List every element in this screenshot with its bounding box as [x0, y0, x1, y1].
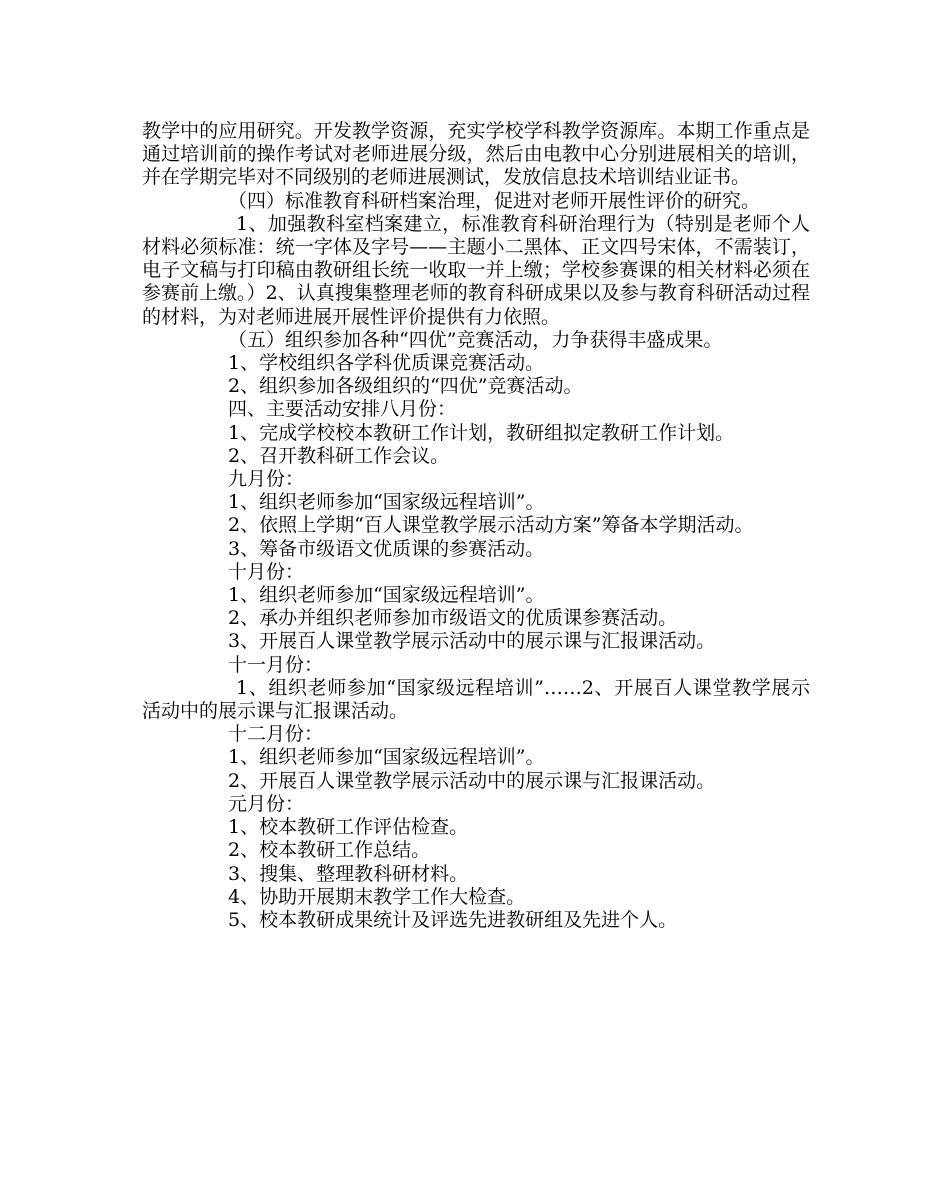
list-item: 1、学校组织各学科优质课竞赛活动。 [228, 352, 545, 375]
list-item: 1、组织老师参加“国家级远程培训”。 [228, 746, 545, 769]
list-item: 2、组织参加各级组织的“四优”竞赛活动。 [228, 375, 583, 398]
section-heading-4: （四）标准教育科研档案治理，促进对老师开展性评价的研究。 [228, 189, 761, 212]
paragraph-continuation: 教学中的应用研究。开发教学资源，充实学校学科教学资源库。本期工作重点是通过培训前的操作考试对老师进展分级，然后由电教中心分别进展相关的培训，并在学期完毕对不同级别的老师进展测试，发放信息技术培训结业证书。 [142, 120, 810, 189]
list-item: 1、组织老师参加“国家级远程培训”……2、开展百人课堂教学展示活动中的展示课与汇报课活动。 [142, 676, 810, 723]
list-item: 1、完成学校校本教研工作计划，教研组拟定教研工作计划。 [228, 421, 735, 444]
list-item: 3、搜集、整理教科研材料。 [228, 862, 469, 885]
month-heading: 元月份： [228, 792, 305, 815]
section-heading-5: （五）组织参加各种“四优”竞赛活动，力争获得丰盛成果。 [228, 328, 723, 351]
month-heading: 十一月份： [228, 653, 324, 676]
list-item: 3、开展百人课堂教学展示活动中的展示课与汇报课活动。 [228, 630, 716, 653]
list-item: 2、开展百人课堂教学展示活动中的展示课与汇报课活动。 [228, 769, 716, 792]
list-item: 2、校本教研工作总结。 [228, 839, 431, 862]
list-item: 4、协助开展期末教学工作大检查。 [228, 885, 526, 908]
list-item: 1、校本教研工作评估检查。 [228, 816, 469, 839]
list-item: 2、召开教科研工作会议。 [228, 444, 450, 467]
section-heading-schedule: 四、主要活动安排八月份： [228, 398, 457, 421]
list-item: 5、校本教研成果统计及评选先进教研组及先进个人。 [228, 908, 678, 931]
list-item: 1、组织老师参加“国家级远程培训”。 [228, 584, 545, 607]
paragraph-archive-items: 1、加强教科室档案建立，标准教育科研治理行为（特别是老师个人材料必须标准：统一字体及字号——主题小二黑体、正文四号宋体，不需装订，电子文稿与打印稿由教研组长统一收取一并上缴；学校参赛课的相关材料必须在参赛前上缴。）2、认真搜集整理老师的教育科研成果以及参与教育科研活动过程的材料，为对老师进展开展性评价提供有力依照。 [142, 212, 810, 328]
list-item: 2、承办并组织老师参加市级语文的优质课参赛活动。 [228, 607, 678, 630]
list-item: 1、组织老师参加“国家级远程培训”。 [228, 491, 545, 514]
list-item: 2、依照上学期“百人课堂教学展示活动方案”筹备本学期活动。 [228, 514, 754, 537]
month-heading: 九月份： [228, 468, 305, 491]
document-body [142, 120, 810, 932]
month-heading: 十月份： [228, 560, 305, 583]
month-heading: 十二月份： [228, 723, 324, 746]
list-item: 3、筹备市级语文优质课的参赛活动。 [228, 537, 545, 560]
